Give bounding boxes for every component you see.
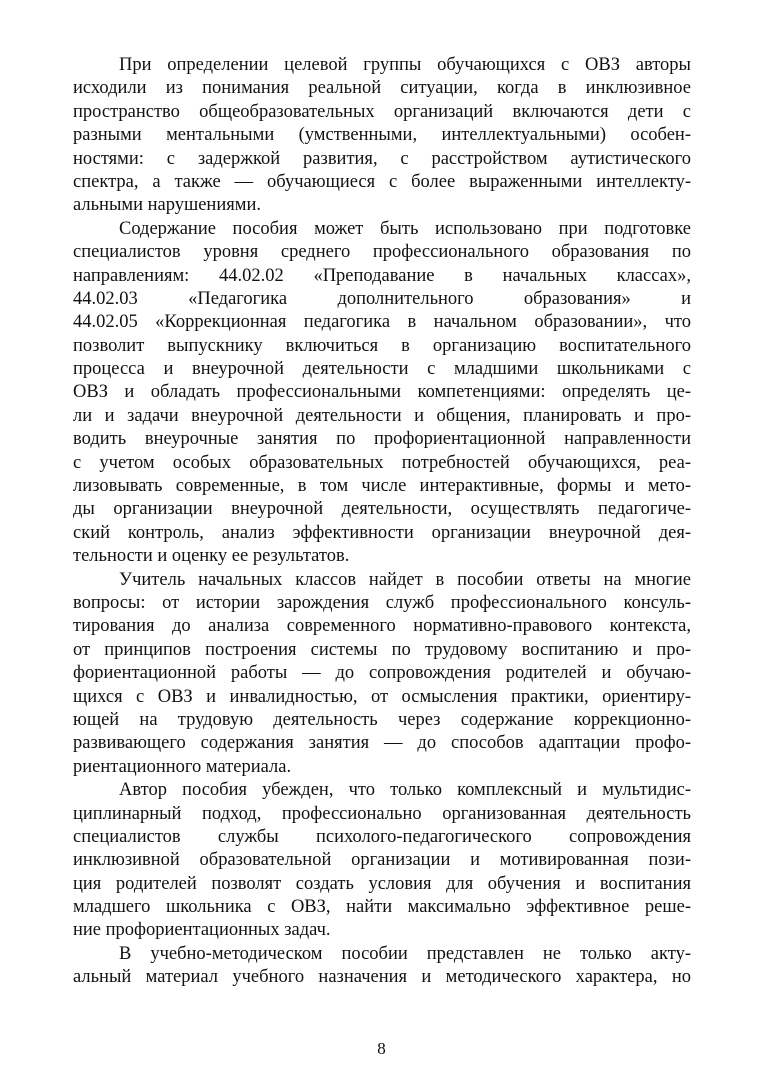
text-line: 44.02.03 «Педагогика дополнительного образования» и [73, 288, 691, 309]
text-line: от принципов построения системы по трудовому воспитанию и про- [73, 639, 691, 660]
text-line: ние профориентационных задач. [73, 920, 331, 941]
paragraph [73, 569, 691, 780]
document-page [73, 54, 691, 990]
text-line: вопросы: от истории зарождения служб профессионального консуль- [73, 592, 691, 613]
text-line: разными ментальными (умственными, интеллектуальными) особен- [73, 125, 691, 146]
text-line: фориентационной работы — до сопровождения родителей и обучаю- [73, 663, 691, 684]
text-line: процесса и внеурочной деятельности с младшими школьниками с [73, 359, 691, 380]
paragraph [73, 54, 691, 218]
text-line: с учетом особых образовательных потребностей обучающихся, реа- [73, 452, 691, 473]
text-line: ОВЗ и обладать профессиональными компетенциями: определять це- [73, 382, 691, 403]
text-line: ностями: с задержкой развития, с расстройством аутистического [73, 148, 691, 169]
text-line: Содержание пособия может быть использовано при подготовке [119, 218, 691, 239]
body-text [73, 54, 691, 990]
paragraph [73, 779, 691, 943]
text-line: риентационного материала. [73, 756, 292, 777]
paragraph [73, 943, 691, 990]
text-line: младшего школьника с ОВЗ, найти максимально эффективное реше- [73, 897, 691, 918]
text-line: Учитель начальных классов найдет в пособии ответы на многие [119, 569, 691, 590]
text-line: ды организации внеурочной деятельности, осуществлять педагогиче- [73, 499, 691, 520]
text-line: исходили из понимания реальной ситуации, когда в инклюзивное [73, 78, 691, 99]
text-line: В учебно-методическом пособии представлен не только акту- [119, 943, 691, 964]
text-line: направлениям: 44.02.02 «Преподавание в начальных классах», [73, 265, 691, 286]
text-line: циплинарный подход, профессионально организованная деятельность [73, 803, 691, 824]
text-line: пространство общеобразовательных организаций включаются дети с [73, 101, 691, 122]
text-line: инклюзивной образовательной организации и мотивированная пози- [73, 850, 691, 871]
text-line: специалистов службы психолого-педагогического сопровождения [73, 826, 691, 847]
text-line: При определении целевой группы обучающихся с ОВЗ авторы [119, 55, 691, 75]
text-line: 44.02.05 «Коррекционная педагогика в начальном образовании», что [73, 312, 691, 333]
text-line: альный материал учебного назначения и методического характера, но [73, 967, 691, 988]
text-line: щихся с ОВЗ и инвалидностью, от осмысления практики, ориентиру- [73, 686, 691, 707]
text-line: ция родителей позволят создать условия для обучения и воспитания [73, 873, 691, 894]
text-line: ющей на трудовую деятельность через содержание коррекционно- [73, 709, 691, 730]
text-line: позволит выпускнику включиться в организацию воспитательного [73, 335, 691, 356]
text-line: тирования до анализа современного нормативно-правового контекста, [73, 616, 691, 637]
text-line: спектра, а также — обучающиеся с более выраженными интеллекту- [73, 171, 691, 192]
text-line: тельности и оценку ее результатов. [73, 546, 350, 567]
text-line: Автор пособия убежден, что только комплексный и мультидис- [119, 780, 691, 801]
text-line: лизовывать современные, в том числе интерактивные, формы и мето- [73, 476, 691, 497]
text-line: специалистов уровня среднего профессионального образования по [73, 242, 691, 263]
text-line: ли и задачи внеурочной деятельности и общения, планировать и про- [73, 405, 691, 426]
paragraph [73, 218, 691, 569]
text-line: ский контроль, анализ эффективности организации внеурочной дея- [73, 522, 691, 543]
text-line: водить внеурочные занятия по профориентационной направленности [73, 429, 691, 450]
text-line: альными нарушениями. [73, 195, 261, 216]
text-line: развивающего содержания занятия — до способов адаптации профо- [73, 733, 691, 754]
page-number: 8 [377, 1039, 386, 1058]
